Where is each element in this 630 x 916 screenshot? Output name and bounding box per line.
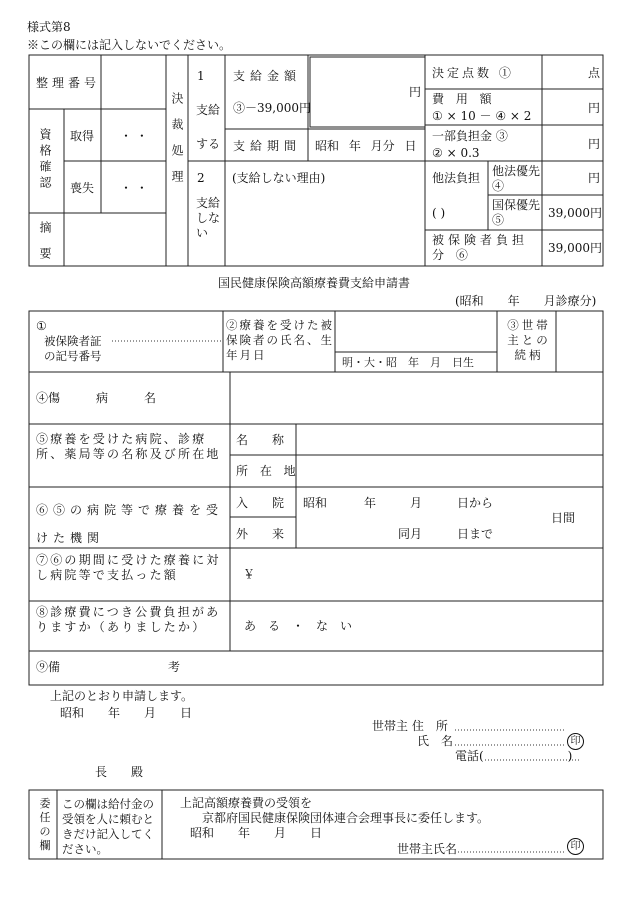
delegation-line1: 上記高額療養費の受領を <box>180 796 313 810</box>
taho-yen: 円 <box>588 171 601 185</box>
shikyu-kikan-period: 昭和 年 月分 日 <box>315 139 417 153</box>
period-same-month: 同月 <box>398 527 423 541</box>
tekiyo-label: 摘要 <box>38 221 52 273</box>
ichibu-yen: 円 <box>588 137 601 151</box>
form-number: 様式第8 <box>27 20 71 34</box>
taho-paren: ( ) <box>432 206 446 220</box>
phone-label: 電話( ) <box>455 749 573 763</box>
opt2-number: 2 <box>197 171 205 185</box>
f6-label: ⑥⑤の病院等で療養を受けた機関 <box>36 503 224 545</box>
taho-yusen-label: 他法優先 ④ <box>492 164 541 193</box>
ichibu-futankin-label: 一部負担金 ③ <box>432 129 508 143</box>
f2-label: ②療養を受けた被保険者の氏名、生年月日 <box>226 318 334 362</box>
period-nen: 年 <box>364 496 377 510</box>
opt2-label: 支給しない <box>196 196 221 240</box>
f8-label: ⑧診療費につき公費負担がありますか（ありましたか） <box>36 605 221 634</box>
soshitsu-label: 喪失 <box>70 181 95 195</box>
form-title: 国民健康保険高額療養費支給申請書 <box>218 276 411 290</box>
delegation-seal-mark: 印 <box>567 838 584 855</box>
seiri-bango-label: 整理番号 <box>36 76 101 90</box>
f4-label: ④傷 病 名 <box>36 391 157 405</box>
declaration-text: 上記のとおり申請します。 <box>50 689 194 703</box>
period-from: 日から <box>457 496 494 510</box>
public-burden-choice[interactable]: あ る ・ な い <box>244 619 353 633</box>
ichibu-formula: ② × 0.3 <box>432 146 480 160</box>
opt1-label: 支給する <box>196 103 221 151</box>
delegation-date: 昭和 年 月 日 <box>190 826 323 840</box>
delegation-householder-name: 世帯主氏名 <box>397 842 458 856</box>
birthdate-era: 明・大・昭 年 月 日生 <box>342 356 474 369</box>
delegation-note: この欄は給付金の受領を人に頼むときだけ記入してください。 <box>62 797 154 856</box>
shutoku-date: ・ ・ <box>120 129 148 143</box>
no-pay-reason-label: (支給しない理由) <box>232 171 326 185</box>
gairai-label: 外 来 <box>236 527 285 541</box>
period-showa: 昭和 <box>303 496 328 510</box>
householder-address-label: 世帯主 住 所 <box>372 719 448 733</box>
delegation-line2: 京都府国民健康保険団体連合会理事長に委任します。 <box>202 811 490 825</box>
hiyo-yen: 円 <box>588 101 601 115</box>
nyuin-label: 入 院 <box>236 496 285 510</box>
f5-label: ⑤療養を受けた病院、診療所、薬局等の名称及び所在地 <box>36 432 221 461</box>
period-until: 日まで <box>457 527 494 541</box>
do-not-write-note: ※この欄には記入しないでください。 <box>27 38 232 52</box>
addressee-chief: 長 殿 <box>95 765 144 779</box>
f1-label: 被保険者証の記号番号 <box>44 334 102 363</box>
shinryo-month: (昭和 年 月診療分) <box>455 294 597 308</box>
householder-name-label: 氏 名 <box>417 734 454 748</box>
shikyu-formula: ③－39,000円 <box>233 101 311 115</box>
kokuho-yusen-label: 国保優先 ⑤ <box>492 198 541 227</box>
ten-unit: 点 <box>588 66 601 80</box>
declaration-date: 昭和 年 月 日 <box>60 706 193 720</box>
shikyu-kingaku-label: 支給金額 <box>233 69 302 83</box>
opt1-number: 1 <box>197 69 205 83</box>
f3-label: ③世帯主との続柄 <box>507 318 551 362</box>
taho-futan-label: 他法負担 <box>432 171 481 185</box>
period-days: 日間 <box>551 511 576 525</box>
hihokensha-amount: 39,000円 <box>548 241 602 255</box>
f1-number: ① <box>36 319 47 333</box>
kessai-shori-label: 決裁処理 <box>170 92 184 196</box>
hihokensha-futan-label: 被保険者負担分 ⑥ <box>432 233 529 262</box>
soshitsu-date: ・ ・ <box>120 181 148 195</box>
hiyo-gaku-label: 費 用 額 <box>432 92 492 106</box>
kettei-tensu-label: 決定点数 ① <box>432 66 514 80</box>
hospital-address-label: 所 在 地 <box>236 464 300 478</box>
f7-label: ⑦⑥の期間に受けた療養に対し病院等で支払った額 <box>36 553 221 582</box>
hospital-name-label: 名 称 <box>236 433 285 447</box>
shutoku-label: 取得 <box>70 129 95 143</box>
period-gatsu: 月 <box>410 496 423 510</box>
hiyo-formula: ① × 10 － ④ × 2 <box>432 109 532 123</box>
shikaku-kakunin-label: 資格確認 <box>38 128 52 192</box>
seal-mark: 印 <box>567 733 584 750</box>
paid-amount-yen: ￥ <box>243 567 256 581</box>
shikyu-kikan-label: 支給期間 <box>233 139 302 153</box>
f9-label: ⑨備 考 <box>36 660 181 674</box>
delegation-label: 委任の欄 <box>39 797 51 852</box>
shikyu-yen: 円 <box>409 85 422 99</box>
kokuho-amount: 39,000円 <box>548 206 602 220</box>
